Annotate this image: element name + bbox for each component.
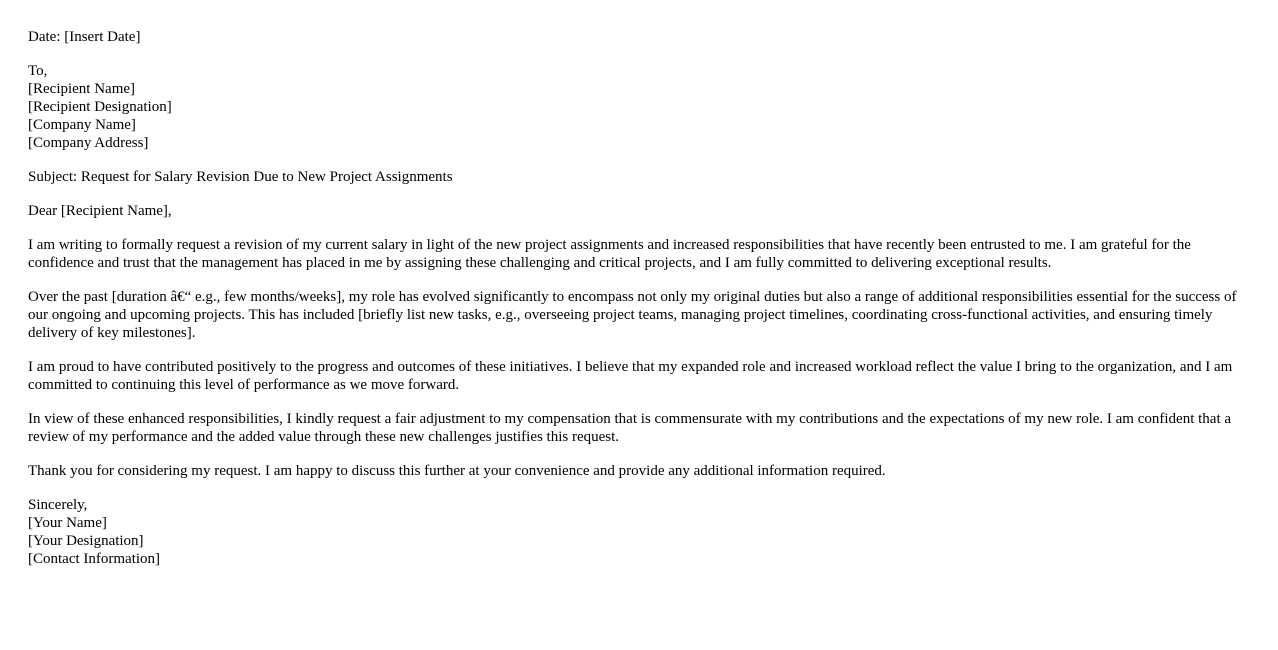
recipient-to: To, xyxy=(28,63,48,79)
body-paragraph-3: I am proud to have contributed positively to the progress and outcomes of these initiatives. I believe that my expanded role and increased workload reflect the value I bring to the organization, and I am committed to continuing this level of performance as we move forward. xyxy=(28,359,1233,393)
body-paragraph-1: I am writing to formally request a revision of my current salary in light of the new project assignments and increased responsibilities that have recently been entrusted to me. I am grateful for the confidence and trust that the management has placed in me by assigning these challenging and critical projects, and I am fully committed to delivering exceptional results. xyxy=(28,237,1191,271)
signoff-name: [Your Name] xyxy=(28,515,107,531)
body-paragraph-2: Over the past [duration â€“ e.g., few months/weeks], my role has evolved significantly to encompass not only my original duties but also a range of additional responsibilities essential for the success of our ongoing and upcoming projects. This has included [briefly list new tasks, e.g., overseeing project teams, managing project timelines, coordinating cross-functional activities, and ensuring timely delivery of key milestones]. xyxy=(28,289,1237,341)
recipient-designation: [Recipient Designation] xyxy=(28,99,172,115)
signoff-contact: [Contact Information] xyxy=(28,551,161,567)
date-line: Date: [Insert Date] xyxy=(28,29,141,45)
date-block xyxy=(28,28,1250,46)
signoff-closing: Sincerely, xyxy=(28,497,88,513)
salutation-block xyxy=(28,202,1250,220)
recipient-block xyxy=(28,62,1250,152)
recipient-name: [Recipient Name] xyxy=(28,81,136,97)
recipient-company: [Company Name] xyxy=(28,117,136,133)
signoff-block xyxy=(28,496,1250,568)
recipient-address: [Company Address] xyxy=(28,135,149,151)
body-paragraph-5: Thank you for considering my request. I am happy to discuss this further at your convenience and provide any additional information required. xyxy=(28,463,886,479)
body-paragraph-4: In view of these enhanced responsibilities, I kindly request a fair adjustment to my compensation that is commensurate with my contributions and the expectations of my new role. I am confident that a review of my performance and the added value through these new challenges justifies this request. xyxy=(28,411,1232,445)
subject-line: Subject: Request for Salary Revision Due to New Project Assignments xyxy=(28,169,453,185)
subject-block xyxy=(28,168,1250,186)
signoff-designation: [Your Designation] xyxy=(28,533,144,549)
salutation: Dear [Recipient Name], xyxy=(28,203,172,219)
